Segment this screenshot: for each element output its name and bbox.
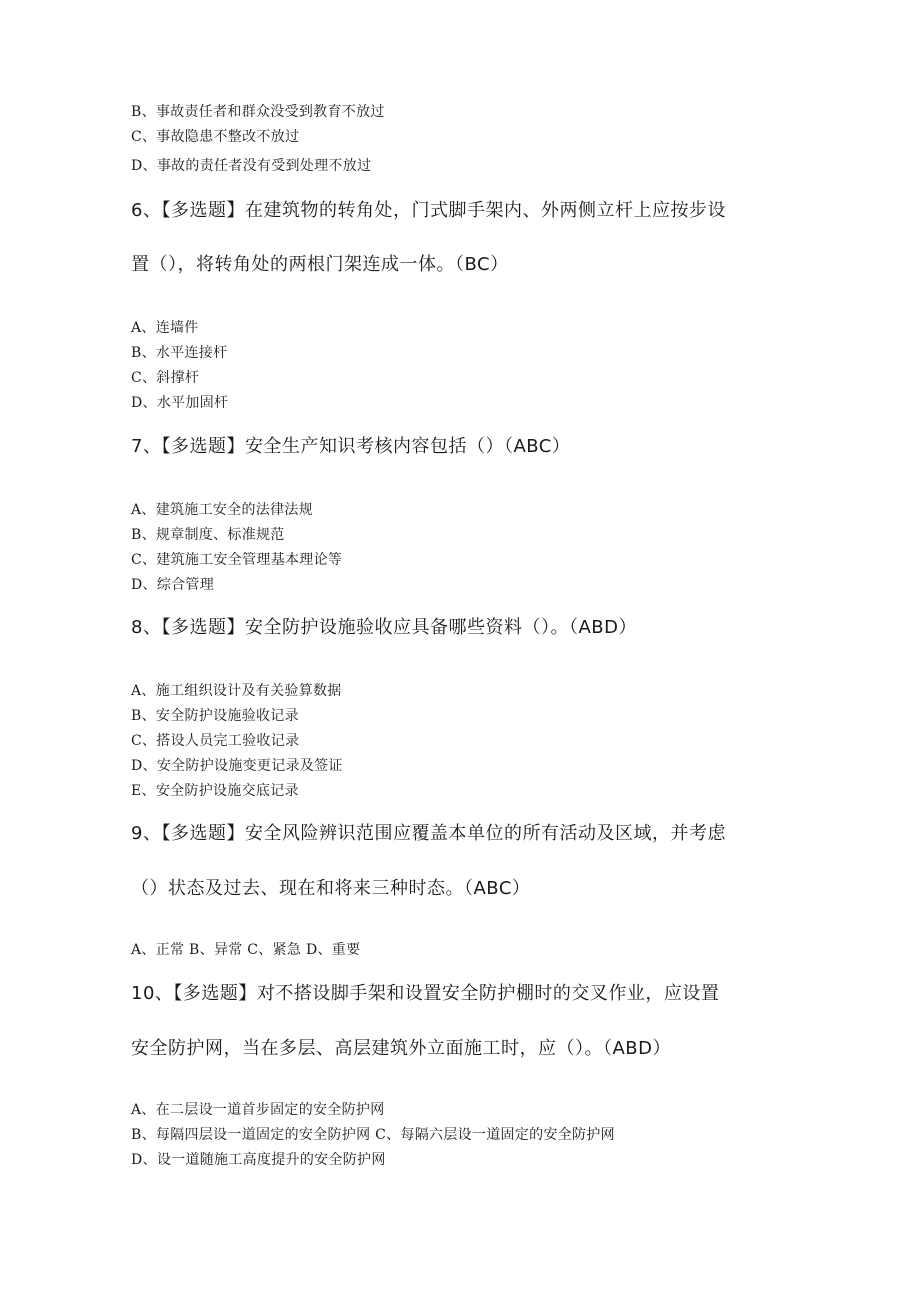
question-7-text: 7、【多选题】安全生产知识考核内容包括（）（ABC）	[131, 436, 571, 457]
question-10-text-cont: 安全防护网，当在多层、高层建筑外立面施工时，应（）。（ABD）	[131, 1038, 672, 1059]
option-c: C、事故隐患不整改不放过	[131, 129, 300, 145]
question-8-text: 8、【多选题】安全防护设施验收应具备哪些资料（）。（ABD）	[131, 617, 637, 638]
question-6-text-cont: 置（），将转角处的两根门架连成一体。（BC）	[131, 254, 509, 275]
question-10-option-d: D、设一道随施工高度提升的安全防护网	[131, 1152, 386, 1168]
question-6-option-b: B、水平连接杆	[131, 345, 228, 361]
question-10-text: 10、【多选题】对不搭设脚手架和设置安全防护棚时的交叉作业，应设置	[131, 983, 720, 1004]
option-b: B、事故责任者和群众没受到教育不放过	[131, 104, 385, 120]
question-10-option-a: A、在二层设一道首步固定的安全防护网	[131, 1102, 385, 1118]
question-7-option-d: D、综合管理	[131, 577, 215, 593]
question-6-option-c: C、斜撑杆	[131, 370, 200, 386]
option-d: D、事故的责任者没有受到处理不放过	[131, 158, 372, 174]
question-8-option-d: D、安全防护设施变更记录及签证	[131, 758, 343, 774]
question-9-text: 9、【多选题】安全风险辨识范围应覆盖本单位的所有活动及区域，并考虑	[131, 823, 726, 844]
question-9-text-cont: （）状态及过去、现在和将来三种时态。（ABC）	[131, 878, 531, 899]
question-9-options: A、正常 B、异常 C、紧急 D、重要	[131, 942, 361, 958]
question-8-option-e: E、安全防护设施交底记录	[131, 783, 299, 799]
question-8-option-a: A、施工组织设计及有关验算数据	[131, 683, 342, 699]
question-6-option-a: A、连墙件	[131, 320, 199, 336]
question-7-option-a: A、建筑施工安全的法律法规	[131, 502, 314, 518]
question-7-option-b: B、规章制度、标准规范	[131, 527, 285, 543]
question-10-option-b-c: B、每隔四层设一道固定的安全防护网 C、每隔六层设一道固定的安全防护网	[131, 1127, 615, 1143]
question-8-option-b: B、安全防护设施验收记录	[131, 708, 299, 724]
question-6-option-d: D、水平加固杆	[131, 395, 229, 411]
question-8-option-c: C、搭设人员完工验收记录	[131, 733, 300, 749]
question-7-option-c: C、建筑施工安全管理基本理论等	[131, 552, 343, 568]
question-6-text: 6、【多选题】在建筑物的转角处，门式脚手架内、外两侧立杆上应按步设	[131, 200, 726, 221]
